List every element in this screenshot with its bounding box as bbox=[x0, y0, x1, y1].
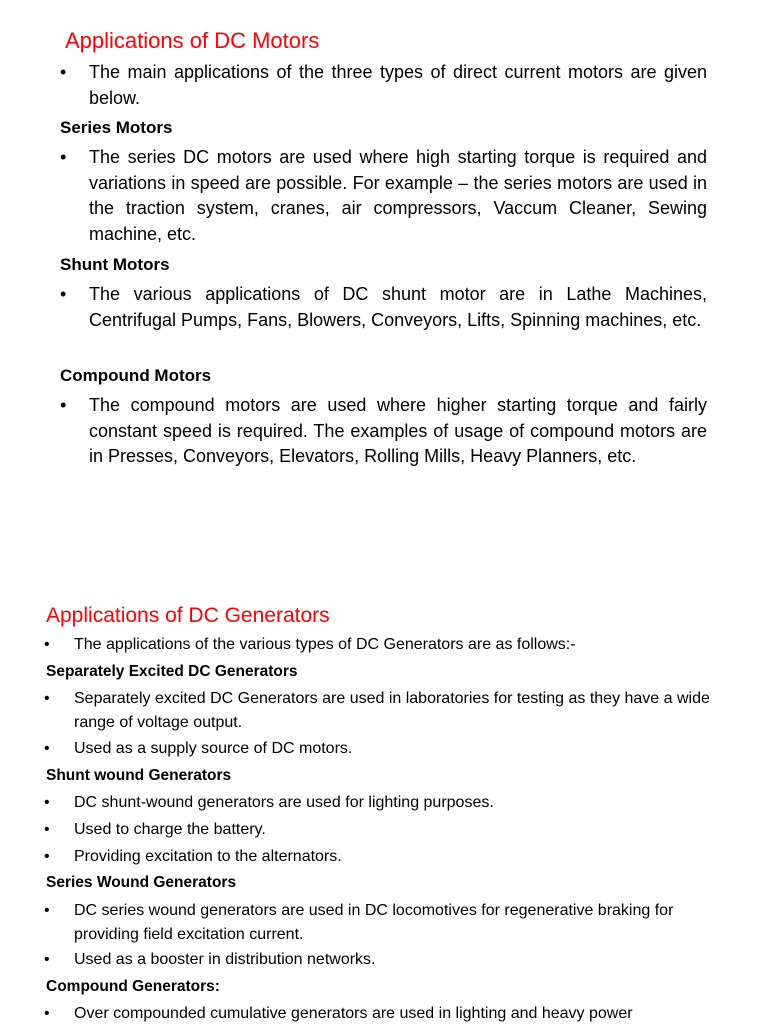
bullet-text: Used to charge the battery. bbox=[74, 821, 266, 838]
bullet-item bbox=[44, 845, 724, 869]
bullet-icon: • bbox=[44, 821, 50, 838]
bullet-item bbox=[60, 282, 707, 333]
bullet-icon: • bbox=[60, 147, 67, 167]
bullet-item bbox=[44, 633, 724, 657]
bullet-text: The applications of the various types of DC Generators are as follows:- bbox=[74, 636, 576, 653]
bullet-text: DC series wound generators are used in DC locomotives for regenerative braking for providing field excitation current. bbox=[74, 902, 674, 943]
section-heading-compound-motors: Compound Motors bbox=[60, 366, 212, 385]
section-heading-series-motors: Series Motors bbox=[60, 118, 173, 137]
bullet-item bbox=[44, 899, 724, 946]
slide-title: Applications of DC Generators bbox=[46, 604, 330, 627]
section-heading-shunt-wound: Shunt wound Generators bbox=[46, 767, 232, 784]
bullet-icon: • bbox=[44, 902, 50, 919]
bullet-item bbox=[44, 687, 724, 734]
bullet-text: Used as a booster in distribution networks. bbox=[74, 951, 376, 968]
bullet-icon: • bbox=[44, 636, 50, 653]
bullet-icon: • bbox=[60, 284, 67, 304]
bullet-item bbox=[44, 948, 724, 972]
bullet-icon: • bbox=[60, 395, 67, 415]
bullet-text: The main applications of the three types of direct current motors are given below. bbox=[89, 62, 707, 108]
bullet-item bbox=[44, 818, 724, 842]
section-heading-series-wound: Series Wound Generators bbox=[46, 874, 237, 891]
bullet-text: Over compounded cumulative generators are used in lighting and heavy power bbox=[74, 1005, 633, 1022]
bullet-text: DC shunt-wound generators are used for lighting purposes. bbox=[74, 794, 494, 811]
bullet-icon: • bbox=[44, 690, 50, 707]
bullet-icon: • bbox=[44, 1005, 50, 1022]
bullet-item bbox=[44, 737, 724, 761]
bullet-text: Providing excitation to the alternators. bbox=[74, 848, 342, 865]
section-heading-separately-excited: Separately Excited DC Generators bbox=[46, 663, 298, 680]
bullet-item bbox=[60, 145, 707, 248]
bullet-text: Used as a supply source of DC motors. bbox=[74, 740, 353, 757]
bullet-icon: • bbox=[44, 740, 50, 757]
bullet-icon: • bbox=[44, 848, 50, 865]
bullet-icon: • bbox=[60, 62, 67, 82]
bullet-item bbox=[60, 393, 707, 470]
bullet-item bbox=[44, 1002, 724, 1026]
bullet-text: The compound motors are used where higher starting torque and fairly constant speed is required. The examples of usage of compound motors are in Presses, Conveyors, Elevators, Rolling Mills, Heavy Planners, etc. bbox=[89, 395, 707, 467]
bullet-icon: • bbox=[44, 951, 50, 968]
slide-title: Applications of DC Motors bbox=[65, 28, 320, 53]
bullet-item bbox=[44, 791, 724, 815]
bullet-text: Separately excited DC Generators are used in laboratories for testing as they have a wide range of voltage output. bbox=[74, 690, 710, 731]
bullet-text: The various applications of DC shunt motor are in Lathe Machines, Centrifugal Pumps, Fans, Blowers, Conveyors, Lifts, Spinning machines, etc. bbox=[89, 284, 707, 330]
section-heading-shunt-motors: Shunt Motors bbox=[60, 255, 170, 274]
bullet-text: The series DC motors are used where high starting torque is required and variations in speed are possible. For example – the series motors are used in the traction system, cranes, air compressors, Vaccum Cleaner, Sewing machine, etc. bbox=[89, 147, 707, 245]
bullet-item bbox=[60, 60, 707, 111]
section-heading-compound: Compound Generators: bbox=[46, 978, 220, 995]
bullet-icon: • bbox=[44, 794, 50, 811]
